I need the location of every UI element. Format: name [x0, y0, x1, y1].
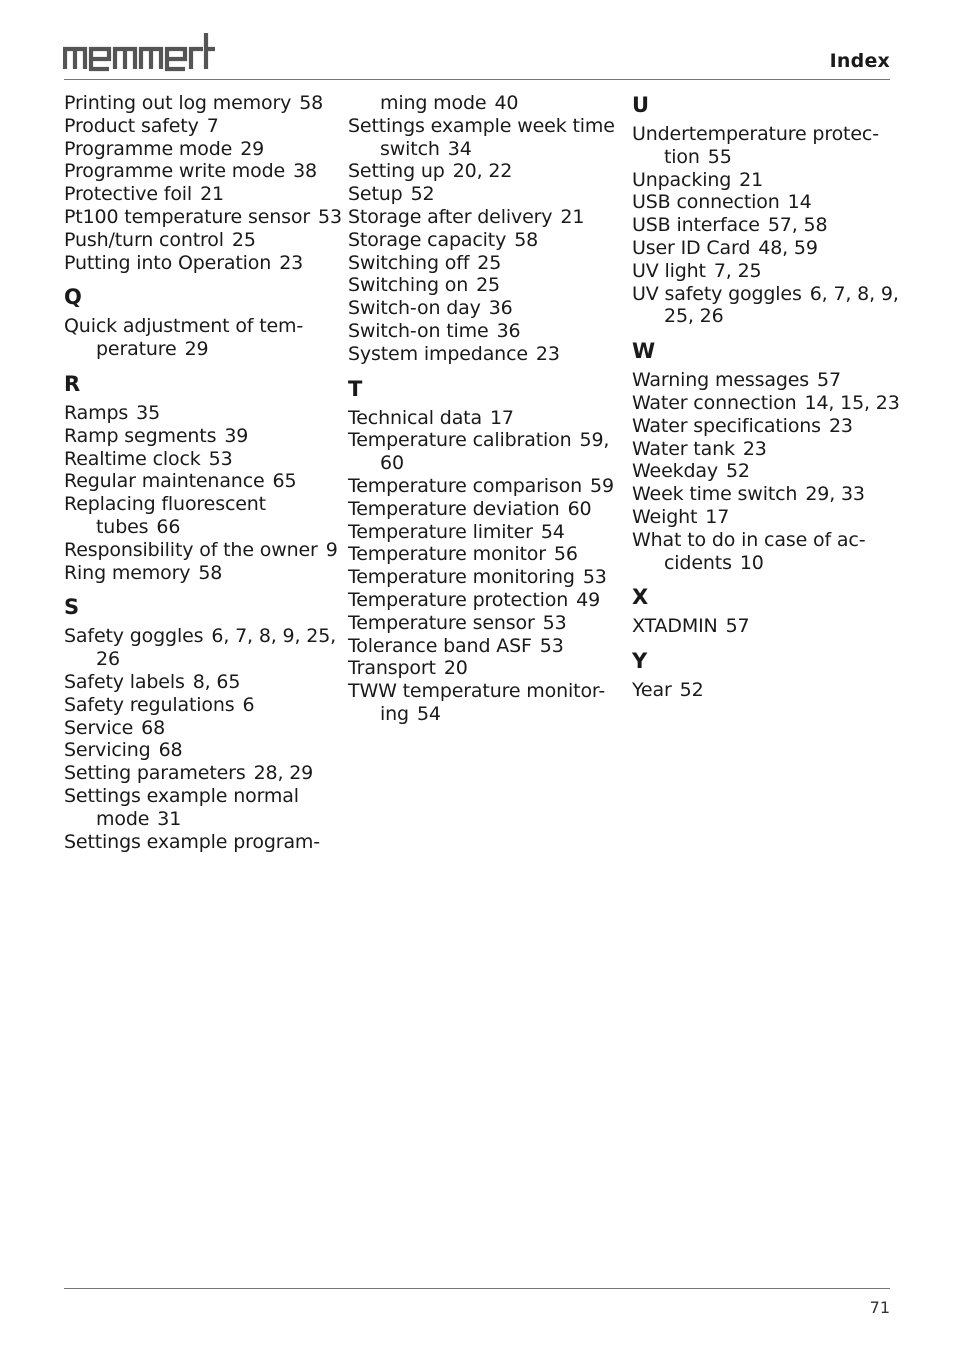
index-entry [64, 539, 344, 562]
index-term: Temperature monitoring [348, 566, 575, 589]
index-entry [632, 506, 912, 529]
index-letter-heading: S [64, 595, 80, 620]
index-term: Transport [348, 657, 436, 680]
index-page-refs: 38 [293, 160, 317, 183]
brand-logo [63, 30, 223, 74]
index-column-1 [64, 92, 344, 853]
index-entry [64, 785, 344, 831]
index-term: Putting into Operation [64, 251, 272, 274]
index-term: Setting up [348, 160, 445, 183]
page-number: 71 [869, 1298, 890, 1317]
index-entry [64, 160, 344, 183]
index-term: Temperature protection [348, 588, 569, 611]
header-divider [64, 79, 890, 80]
index-entry [348, 407, 628, 430]
index-page-refs: 58 [198, 561, 223, 584]
index-page-refs: 58 [514, 228, 539, 251]
index-page-refs: 36 [488, 297, 513, 320]
index-entry [64, 762, 344, 785]
index-term: Switch-on day [348, 297, 481, 320]
index-page-refs: 6, 7, 8, 9, 25, 26 [664, 282, 899, 328]
index-page-refs: 9 [325, 538, 338, 561]
index-entry [348, 680, 628, 726]
index-entry [632, 438, 912, 461]
index-page-refs: 17 [705, 505, 730, 528]
index-term: Safety labels [64, 670, 185, 693]
index-entry [348, 521, 628, 544]
index-page-refs: 36 [496, 319, 521, 342]
index-entry [632, 191, 912, 214]
index-page-refs: 29, 33 [805, 483, 865, 506]
index-term: Setup [348, 183, 403, 206]
index-term: Settings example program- [64, 830, 320, 853]
index-term: Warning messages [632, 369, 810, 392]
index-entry [348, 475, 628, 498]
index-letter-heading: W [632, 339, 656, 364]
index-page-refs: 60 [567, 497, 592, 520]
index-term: Push/turn control [64, 228, 224, 251]
index-page-refs: 66 [156, 515, 181, 538]
index-page-refs: 31 [157, 807, 182, 830]
index-entry [632, 369, 912, 392]
index-entry [64, 493, 344, 539]
index-term: UV safety goggles [632, 282, 802, 305]
index-entry [64, 671, 344, 694]
index-entry [348, 566, 628, 589]
index-page-refs: 40 [494, 92, 519, 114]
index-term: Product safety [64, 114, 199, 137]
index-page-refs: 55 [707, 145, 732, 168]
index-page-refs: 23 [535, 342, 560, 365]
index-term: Regular maintenance [64, 470, 265, 493]
index-entry [632, 529, 912, 575]
index-letter-heading: Q [64, 285, 82, 310]
index-page-refs: 6, 7, 8, 9, 25, 26 [96, 625, 337, 671]
index-entry [64, 562, 344, 585]
index-page-refs: 52 [679, 679, 704, 702]
index-column-2 [348, 92, 628, 726]
index-page-refs: 23 [828, 414, 853, 437]
index-term: Protective foil [64, 183, 193, 206]
index-page-refs: 17 [489, 406, 514, 429]
index-page-refs: 57 [817, 369, 841, 392]
index-page-refs: 59 [590, 474, 614, 497]
index-term: Responsibility of the owner [64, 538, 318, 561]
index-entry [348, 115, 628, 161]
index-entry [632, 214, 912, 237]
index-page-refs: 21 [200, 183, 224, 206]
index-entry [64, 315, 344, 361]
index-term: Settings example normal mode [64, 784, 299, 830]
index-term: Safety goggles [64, 625, 204, 648]
index-term: What to do in case of ac-cidents [632, 528, 866, 574]
index-page-refs: 48, 59 [758, 236, 818, 259]
index-entry [348, 252, 628, 275]
index-page-refs: 23 [279, 251, 304, 274]
index-term: Storage capacity [348, 228, 507, 251]
index-page-refs: 20, 22 [452, 160, 513, 183]
index-entry [348, 320, 628, 343]
index-page-refs: 53 [208, 447, 233, 470]
index-entry [64, 470, 344, 493]
index-page-refs: 49 [576, 588, 601, 611]
index-term: Week time switch [632, 483, 798, 506]
index-entry [64, 229, 344, 252]
index-term: Safety regulations [64, 693, 235, 716]
index-term: Weekday [632, 460, 718, 483]
index-page-refs: 34 [447, 137, 472, 160]
index-term: Year [632, 679, 672, 702]
index-entry [348, 274, 628, 297]
index-term: Temperature calibration [348, 429, 572, 452]
index-entry [348, 612, 628, 635]
index-term: Undertemperature protec-tion [632, 123, 879, 168]
index-term: USB interface [632, 214, 760, 237]
index-term: Tolerance band ASF [348, 634, 532, 657]
index-page-refs: 25 [477, 251, 502, 274]
index-term: UV light [632, 259, 706, 282]
index-page-refs: 57, 58 [767, 214, 828, 237]
index-entry [64, 625, 344, 671]
index-term: Programme mode [64, 137, 233, 160]
index-term: Realtime clock [64, 447, 201, 470]
index-term: Unpacking [632, 168, 732, 191]
index-entry [348, 160, 628, 183]
index-term: Storage after delivery [348, 205, 553, 228]
index-term: Service [64, 716, 134, 739]
index-term: Ramp segments [64, 424, 217, 447]
index-entry [64, 138, 344, 161]
index-entry [64, 694, 344, 717]
index-term: Temperature monitor [348, 543, 546, 566]
index-entry [64, 206, 344, 229]
index-term: Water tank [632, 437, 735, 460]
index-term: Temperature deviation [348, 497, 560, 520]
index-term: TWW temperature monitor-ing [348, 680, 606, 725]
index-entry [348, 229, 628, 252]
index-entry [632, 392, 912, 415]
index-entry [64, 183, 344, 206]
index-page-refs: 10 [739, 551, 764, 574]
index-page-refs: 52 [725, 460, 750, 483]
index-term: Replacing fluorescent tubes [64, 493, 266, 538]
index-term: Technical data [348, 406, 482, 429]
index-term: Servicing [64, 739, 151, 762]
index-entry [64, 717, 344, 740]
index-term: Ring memory [64, 561, 191, 584]
index-entry [632, 415, 912, 438]
index-entry [632, 169, 912, 192]
index-page-refs: 25 [231, 228, 256, 251]
index-entry [64, 402, 344, 425]
index-page-refs: 23 [742, 437, 767, 460]
index-page-refs: 8, 65 [192, 670, 241, 693]
index-entry [348, 635, 628, 658]
index-letter-heading: R [64, 371, 81, 396]
index-entry [348, 429, 628, 475]
index-term: Temperature comparison [348, 474, 583, 497]
index-page-refs: 52 [410, 183, 435, 206]
index-page-refs: 54 [416, 702, 441, 725]
index-entry [348, 589, 628, 612]
index-term: Switch-on time [348, 319, 489, 342]
index-page-refs: 28, 29 [253, 762, 314, 785]
index-page-refs: 14 [787, 191, 812, 214]
index-entry [64, 739, 344, 762]
index-term: USB connection [632, 191, 780, 214]
index-letter-heading: T [348, 376, 363, 401]
index-entry [64, 115, 344, 138]
index-entry [64, 252, 344, 275]
index-entry [632, 679, 912, 702]
index-term: Settings example week time switch [348, 114, 615, 160]
index-page-refs: 35 [136, 401, 161, 424]
index-page-refs: 59, 60 [380, 429, 610, 475]
index-term: Ramps [64, 401, 129, 424]
index-entry [632, 260, 912, 283]
index-term: Temperature limiter [348, 520, 533, 543]
index-term: XTADMIN [632, 615, 718, 638]
index-entry [64, 425, 344, 448]
index-term: Water specifications [632, 414, 821, 437]
index-page-refs: 6 [242, 693, 255, 716]
index-page-refs: 7 [206, 114, 219, 137]
index-page-refs: 65 [272, 470, 297, 493]
index-entry [64, 92, 344, 115]
index-entry [632, 460, 912, 483]
index-page-refs: 21 [739, 168, 764, 191]
index-page-refs: 53 [582, 566, 607, 589]
index-term: Switching on [348, 274, 469, 297]
index-letter-heading: X [632, 585, 649, 610]
index-page-refs: 53 [318, 205, 342, 228]
index-page-refs: 56 [553, 543, 578, 566]
index-page-refs: 53 [539, 634, 564, 657]
index-page-refs: 68 [158, 739, 183, 762]
index-page-refs: 7, 25 [713, 259, 762, 282]
footer-divider [64, 1288, 890, 1289]
index-entry [348, 498, 628, 521]
index-entry [348, 297, 628, 320]
index-entry [632, 123, 912, 169]
index-term: Water connection [632, 391, 797, 414]
index-page-refs: 54 [540, 520, 565, 543]
index-term: Weight [632, 505, 698, 528]
index-page-refs: 14, 15, 23 [804, 391, 900, 414]
index-entry [348, 657, 628, 680]
index-entry [64, 831, 344, 854]
index-term: Quick adjustment of tem-perature [64, 315, 304, 361]
index-term: Printing out log memory [64, 92, 292, 114]
memmert-logo-icon [63, 30, 223, 74]
index-entry [348, 183, 628, 206]
index-page-refs: 58 [299, 92, 324, 114]
index-term: Switching off [348, 251, 470, 274]
index-entry [632, 615, 912, 638]
index-term: Temperature sensor [348, 611, 535, 634]
index-page-refs: 29 [240, 137, 265, 160]
index-entry [632, 237, 912, 260]
index-term: Programme write mode [64, 160, 286, 183]
index-page-refs: 39 [224, 424, 249, 447]
index-entry [64, 448, 344, 471]
index-term: User ID Card [632, 236, 751, 259]
index-page-refs: 53 [542, 611, 567, 634]
index-entry [348, 206, 628, 229]
index-page-refs: 21 [560, 205, 585, 228]
index-term: ming mode [380, 92, 487, 114]
index-page-refs: 25 [476, 274, 500, 297]
index-column-3 [632, 92, 912, 702]
index-page-refs: 29 [184, 338, 209, 361]
index-entry [348, 343, 628, 366]
index-entry [632, 483, 912, 506]
section-title: Index [829, 50, 890, 72]
index-entry [632, 283, 912, 329]
index-term: System impedance [348, 342, 528, 365]
index-page-refs: 20 [443, 657, 468, 680]
index-letter-heading: Y [632, 649, 648, 674]
index-entry [348, 543, 628, 566]
index-term: Pt100 temperature sensor [64, 205, 311, 228]
index-page-refs: 57 [725, 615, 750, 638]
index-term: Setting parameters [64, 762, 246, 785]
index-page-refs: 68 [141, 716, 166, 739]
index-letter-heading: U [632, 93, 650, 117]
index-entry-continuation [348, 92, 628, 115]
